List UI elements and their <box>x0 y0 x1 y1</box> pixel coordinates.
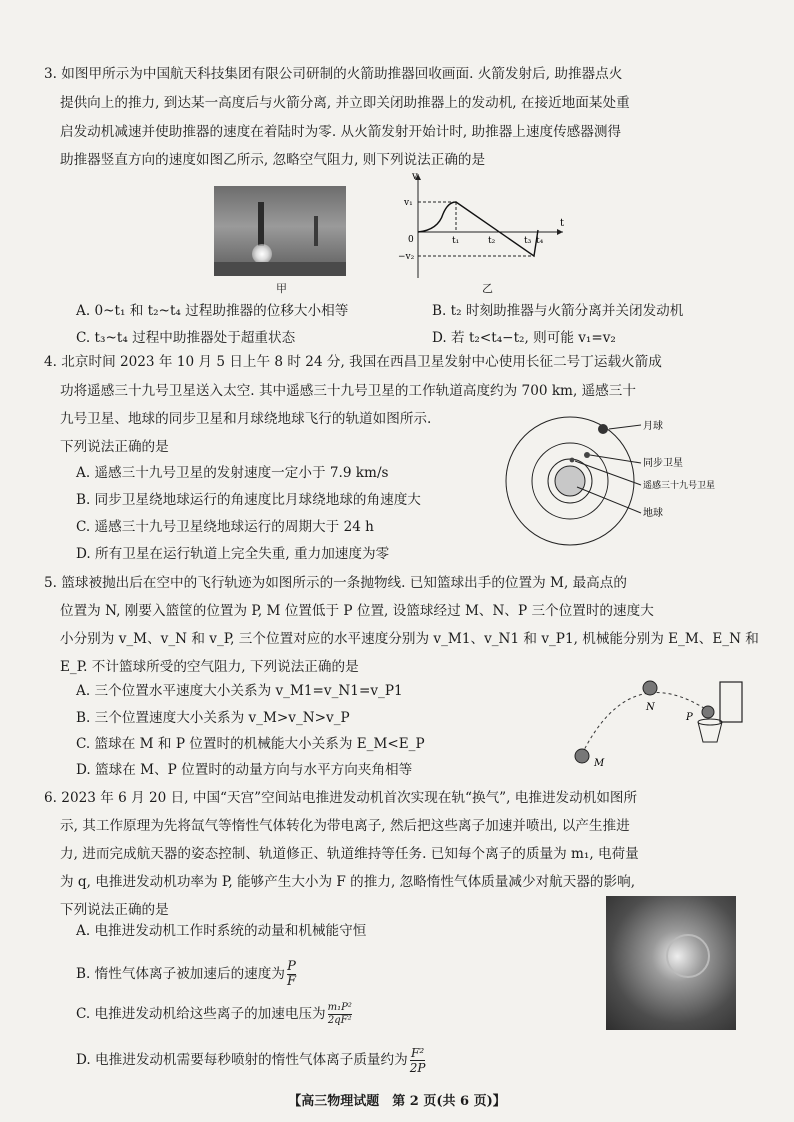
basketball-trajectory-diagram <box>560 672 750 782</box>
hoop <box>698 719 722 725</box>
q4-option-c: C. 遥感三十九号卫星绕地球运行的周期大于 24 h <box>76 519 374 535</box>
ball-at-m <box>575 749 589 763</box>
sync-satellite-dot <box>584 452 590 458</box>
yaogan-label: 遥感三十九号卫星 <box>643 481 716 491</box>
q4-option-a: A. 遥感三十九号卫星的发射速度一定小于 7.9 km/s <box>76 465 389 481</box>
q3-line-3: 启发动机减速并使助推器的速度在着陆时为零. 从火箭发射开始计时, 助推器上速度传感器测得 <box>60 124 622 140</box>
origin-label: 0 <box>408 235 414 245</box>
fraction-numerator: m₁P² <box>327 1002 352 1013</box>
v2-label: −v₂ <box>398 252 415 262</box>
q5-line-2: 位置为 N, 刚要入篮筐的位置为 P, M 位置低于 P 位置, 设篮球经过 M、N、P 三个位置时的速度大 <box>60 603 654 619</box>
q6-line-5: 下列说法正确的是 <box>60 902 169 918</box>
fraction-numerator: P <box>287 959 296 974</box>
q6-line-3: 力, 进而完成航天器的姿态控制、轨道修正、轨道维持等任务. 已知每个离子的质量为 m₁, 电荷量 <box>60 846 639 862</box>
q6-option-d-fraction <box>410 1046 426 1075</box>
q5-option-a: A. 三个位置水平速度大小关系为 v_M1=v_N1=v_P1 <box>76 683 403 699</box>
t2-label: t₂ <box>488 236 496 246</box>
t1-label: t₁ <box>452 236 460 246</box>
backboard <box>720 682 742 722</box>
yaogan-satellite-dot <box>570 458 575 463</box>
q6-option-c-text: C. 电推进发动机给这些离子的加速电压为 <box>76 1006 326 1022</box>
q5-option-d: D. 篮球在 M、P 位置时的动量方向与水平方向夹角相等 <box>76 762 413 778</box>
thruster-photo <box>606 896 736 1030</box>
q5-option-c: C. 篮球在 M 和 P 位置时的机械能大小关系为 E_M<E_P <box>76 736 425 752</box>
q6-option-c-fraction <box>328 1002 352 1027</box>
q4-line-4: 下列说法正确的是 <box>60 439 169 455</box>
t4-label: t₄ <box>536 236 544 246</box>
t-axis-label: t <box>560 218 565 229</box>
moon-dot <box>598 424 608 434</box>
q3-option-b: B. t₂ 时刻助推器与火箭分离并关闭发动机 <box>432 303 684 319</box>
earth-circle <box>555 466 585 496</box>
q4-line-2: 功将遥感三十九号卫星送入太空. 其中遥感三十九号卫星的工作轨道高度约为 700 km, 遥感三十 <box>60 383 636 399</box>
earth-label: 地球 <box>643 508 663 519</box>
orbit-diagram <box>505 415 745 565</box>
v-axis-label: v <box>412 171 418 182</box>
q4-option-b: B. 同步卫星绕地球运行的角速度比月球绕地球的角速度大 <box>76 492 421 508</box>
fraction-denominator: F <box>286 974 296 989</box>
fraction-denominator: 2qF² <box>327 1015 352 1026</box>
q6-line-2: 示, 其工作原理为先将氙气等惰性气体转化为带电离子, 然后把这些离子加速并喷出, 以产生推进 <box>60 818 630 834</box>
label-n: N <box>646 702 655 713</box>
label-p: P <box>686 712 693 723</box>
q6-option-a: A. 电推进发动机工作时系统的动量和机械能守恒 <box>76 923 367 939</box>
v1-label: v₁ <box>404 198 413 208</box>
fraction-numerator: F² <box>411 1046 425 1060</box>
sync-label: 同步卫星 <box>643 458 683 469</box>
q6-option-b-text: B. 惰性气体离子被加速后的速度为 <box>76 966 285 982</box>
q3-option-a: A. 0~t₁ 和 t₂~t₄ 过程助推器的位移大小相等 <box>76 303 349 319</box>
ball-at-n <box>643 681 657 695</box>
q4-line-1: 4. 北京时间 2023 年 10 月 5 日上午 8 时 24 分, 我国在西昌卫星发射中心使用长征二号丁运载火箭成 <box>44 354 662 370</box>
q6-option-b-fraction <box>287 960 296 989</box>
fig-yi-label: 乙 <box>482 282 493 295</box>
label-m: M <box>594 758 605 769</box>
q6-line-4: 为 q, 电推进发动机功率为 P, 能够产生大小为 F 的推力, 忽略惰性气体质量减少对航天器的影响, <box>60 874 636 890</box>
q6-line-1: 6. 2023 年 6 月 20 日, 中国“天宫”空间站电推进发动机首次实现在轨“换气”, 电推进发动机如图所 <box>44 790 638 806</box>
q5-line-1: 5. 篮球被抛出后在空中的飞行轨迹为如图所示的一条抛物线. 已知篮球出手的位置为 M, 最高点的 <box>44 575 627 591</box>
q6-option-d-text: D. 电推进发动机需要每秒喷射的惰性气体离子质量约为 <box>76 1052 408 1068</box>
q3-option-c: C. t₃~t₄ 过程中助推器处于超重状态 <box>76 330 296 346</box>
q4-line-3: 九号卫星、地球的同步卫星和月球绕地球飞行的轨道如图所示. <box>60 411 432 427</box>
rocket-booster-photo <box>214 186 346 276</box>
q5-line-3: 小分别为 v_M、v_N 和 v_P, 三个位置对应的水平速度分别为 v_M1、v_N1 和 v_P1, 机械能分别为 E_M、E_N 和 <box>60 631 759 647</box>
q3-line-2: 提供向上的推力, 到达某一高度后与火箭分离, 并立即关闭助推器上的发动机, 在接近地面某处重 <box>60 95 630 111</box>
q6-option-d <box>76 1046 425 1075</box>
velocity-time-graph <box>398 170 568 282</box>
ball-at-p <box>702 706 714 718</box>
fig-jia-label: 甲 <box>276 282 287 295</box>
q4-option-d: D. 所有卫星在运行轨道上完全失重, 重力加速度为零 <box>76 546 390 562</box>
page-footer: 【高三物理试题 第 2 页(共 6 页)】 <box>288 1094 506 1109</box>
t3-label: t₃ <box>524 236 532 246</box>
moon-label: 月球 <box>643 421 663 432</box>
q6-option-b <box>76 960 296 989</box>
q3-option-d: D. 若 t₂<t₄−t₂, 则可能 v₁=v₂ <box>432 330 616 346</box>
q3-line-1: 3. 如图甲所示为中国航天科技集团有限公司研制的火箭助推器回收画面. 火箭发射后, 助推器点火 <box>44 66 623 82</box>
q5-line-4: E_P. 不计篮球所受的空气阻力, 下列说法正确的是 <box>60 659 359 675</box>
q3-line-4: 助推器竖直方向的速度如图乙所示, 忽略空气阻力, 则下列说法正确的是 <box>60 152 486 168</box>
q6-option-c <box>76 1002 352 1027</box>
q5-option-b: B. 三个位置速度大小关系为 v_M>v_N>v_P <box>76 710 350 726</box>
fraction-denominator: 2P <box>409 1061 426 1075</box>
